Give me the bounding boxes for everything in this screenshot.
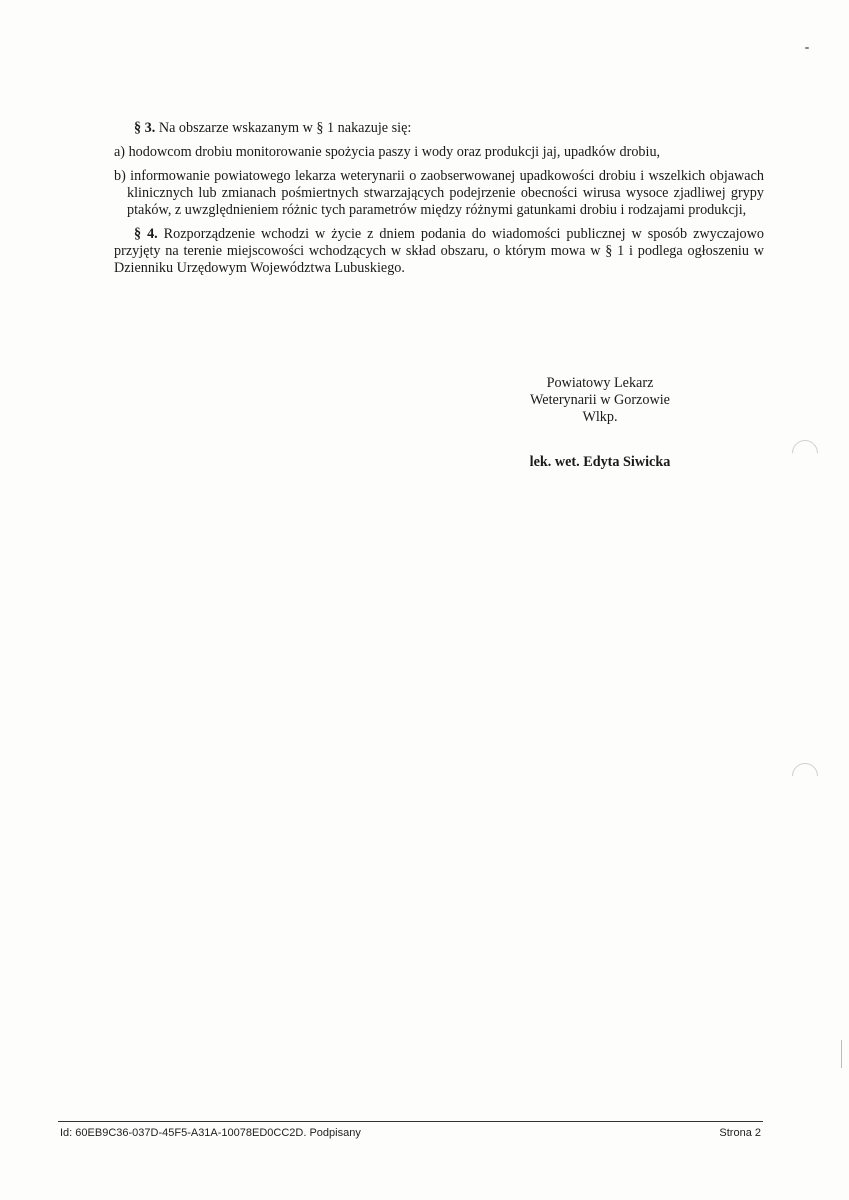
paragraph-4-heading: § 4.	[134, 226, 158, 242]
punch-hole-mark	[787, 435, 824, 472]
paragraph-3-heading: § 3.	[134, 120, 156, 136]
paragraph-4	[114, 226, 764, 277]
signature-title-line-3: Wlkp.	[582, 409, 618, 425]
footer-divider	[58, 1121, 763, 1122]
signature-block	[500, 375, 700, 471]
signature-name: lek. wet. Edyta Siwicka	[529, 454, 671, 470]
footer-document-id: Id: 60EB9C36-037D-45F5-A31A-10078ED0CC2D. Podpisany	[60, 1127, 361, 1139]
scan-speck	[805, 47, 809, 49]
signature-title-line-2: Weterynarii w Gorzowie	[530, 392, 670, 408]
list-item-a: a) hodowcom drobiu monitorowanie spożycia paszy i wody oraz produkcji jaj, upadków drobiu,	[114, 144, 661, 160]
document-body	[114, 120, 764, 284]
paragraph-3	[114, 120, 764, 137]
scan-edge-mark	[841, 1040, 842, 1068]
paragraph-4-text: Rozporządzenie wchodzi w życie z dniem podania do wiadomości publicznej w sposób zwyczajowo przyjęty na terenie miejscowości wchodzących w skład obszaru, o którym mowa w § 1 i podlega ogłoszeniu w Dzienniku Urzędowym Województwa Lubuskiego.	[114, 226, 764, 276]
footer-page-number: Strona 2	[719, 1127, 761, 1139]
punch-hole-mark	[787, 758, 824, 795]
list-item-b: b) informowanie powiatowego lekarza weterynarii o zaobserwowanej upadkowości drobiu i wszelkich objawach klinicznych lub zmianach pośmiertnych stwarzających podejrzenie obecności wirusa wysoce zjadliwej grypy ptaków, z uwzględnieniem różnic tych parametrów między różnymi gatunkami drobiu i rodzajami produkcji,	[114, 168, 764, 218]
signature-title-line-1: Powiatowy Lekarz	[546, 375, 654, 391]
paragraph-3-text: Na obszarze wskazanym w § 1 nakazuje się:	[155, 120, 412, 136]
